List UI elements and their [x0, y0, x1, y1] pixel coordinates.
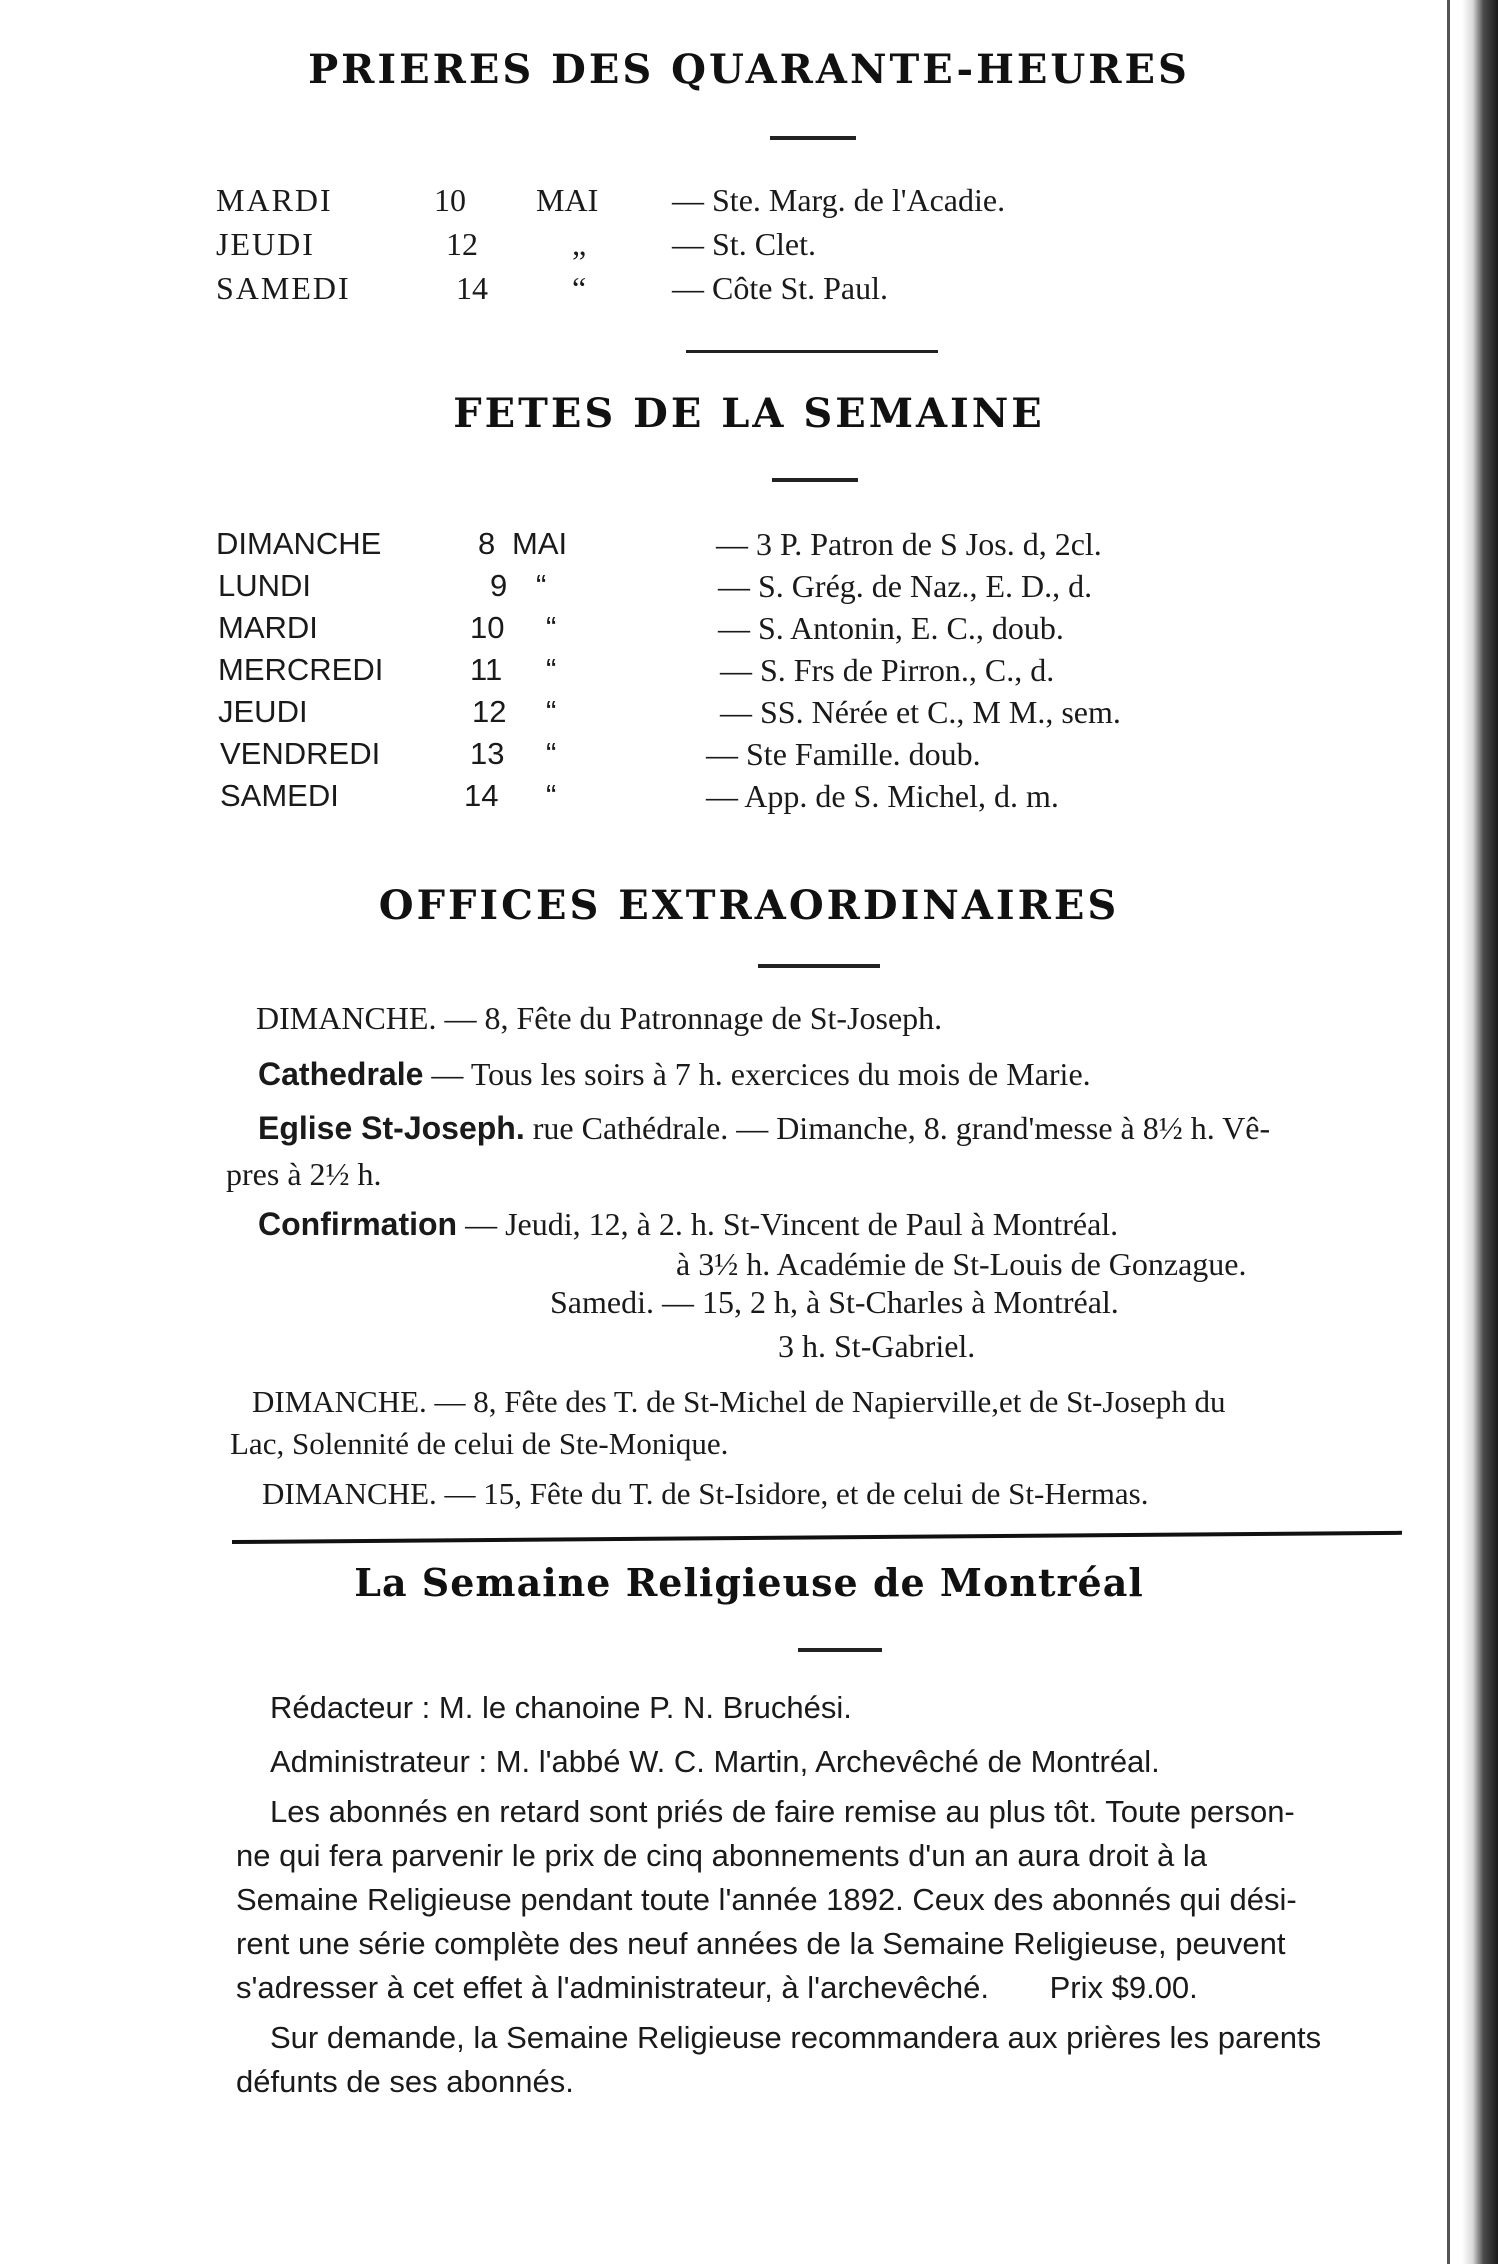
date: 10	[470, 610, 505, 645]
day: JEUDI	[216, 226, 315, 262]
month: “	[546, 778, 557, 813]
price: Prix $9.00.	[1049, 1970, 1198, 2005]
label: Rédacteur :	[270, 1690, 431, 1725]
place: — St. Clet.	[672, 226, 817, 262]
desc: — S. Antonin, E. C., doub.	[718, 610, 1064, 646]
day: LUNDI	[218, 568, 312, 603]
month: “	[546, 610, 557, 645]
day: DIMANCHE	[216, 526, 382, 561]
date: 12	[472, 694, 507, 729]
abonnes-line-4: rent une série complète des neuf années de la Semaine Religieuse, peuvent	[236, 1926, 1286, 1961]
fete-row	[0, 694, 1498, 738]
title-rule	[770, 136, 856, 140]
day: VENDREDI	[220, 736, 381, 771]
date: 9	[490, 568, 508, 603]
abonnes-line-2: ne qui fera parvenir le prix de cinq abonnements d'un an aura droit à la	[236, 1838, 1207, 1873]
offices-eglise-cont: pres à 2½ h.	[226, 1156, 382, 1192]
label: Confirmation	[258, 1206, 458, 1242]
demande-line-1: Sur demande, la Semaine Religieuse recommandera aux prières les parents	[270, 2020, 1322, 2055]
date: 8	[478, 526, 496, 561]
fete-row	[0, 736, 1498, 780]
day: MERCREDI	[218, 652, 384, 687]
offices-title: OFFICES EXTRAORDINAIRES	[378, 882, 1120, 929]
offices-eglise	[258, 1110, 1270, 1147]
section-divider-thick	[232, 1531, 1402, 1544]
month: “	[536, 568, 547, 603]
quarante-row	[0, 270, 1498, 314]
page-edge-shadow	[1462, 0, 1498, 2264]
date: 11	[470, 652, 503, 687]
offices-dim8-line2: Lac, Solennité de celui de Ste-Monique.	[230, 1426, 729, 1461]
day: SAMEDI	[220, 778, 339, 813]
title-rule	[758, 964, 880, 968]
confirmation-line-2: à 3½ h. Académie de St-Louis de Gonzague.	[676, 1246, 1247, 1282]
offices-cathedrale	[258, 1056, 1091, 1093]
page-edge-line	[1447, 0, 1450, 2264]
fete-row	[0, 526, 1498, 570]
fete-row	[0, 778, 1498, 822]
offices-dim8-line1: DIMANCHE. — 8, Fête des T. de St-Michel de Napierville,et de St-Joseph du	[252, 1384, 1226, 1419]
offices-dim15-line: DIMANCHE. — 15, Fête du T. de St-Isidore, et de celui de St-Hermas.	[262, 1476, 1149, 1511]
label: DIMANCHE.	[256, 1000, 437, 1036]
date: 10	[434, 182, 466, 218]
value: M. le chanoine P. N. Bruchési.	[438, 1690, 852, 1725]
fete-row	[0, 652, 1498, 696]
demande-line-2: défunts de ses abonnés.	[236, 2064, 574, 2099]
place: — Ste. Marg. de l'Acadie.	[672, 182, 1006, 218]
day: MARDI	[216, 182, 333, 218]
place: — Côte St. Paul.	[672, 270, 889, 306]
desc: — SS. Nérée et C., M M., sem.	[720, 694, 1121, 730]
label: Cathedrale	[258, 1056, 424, 1092]
month: “	[572, 270, 587, 306]
month: MAI	[536, 182, 599, 218]
offices-dimanche-8	[256, 1000, 942, 1037]
date: 12	[446, 226, 478, 262]
administrateur-line	[270, 1744, 1160, 1780]
quarante-row	[0, 182, 1498, 226]
fetes-title: FETES DE LA SEMAINE	[453, 390, 1045, 437]
value: M. l'abbé W. C. Martin, Archevêché de Montréal.	[495, 1744, 1160, 1779]
quarante-row	[0, 226, 1498, 270]
month: “	[546, 694, 557, 729]
confirmation-line-3: Samedi. — 15, 2 h, à St-Charles à Montréal.	[550, 1284, 1119, 1320]
label: Eglise St-Joseph.	[258, 1110, 525, 1146]
month: MAI	[512, 526, 568, 561]
desc: — S. Grég. de Naz., E. D., d.	[718, 568, 1093, 604]
text: — Tous les soirs à 7 h. exercices du mois de Marie.	[431, 1056, 1091, 1092]
text: — Jeudi, 12, à 2. h. St-Vincent de Paul à Montréal.	[465, 1206, 1119, 1242]
offices-confirmation	[258, 1206, 1118, 1243]
desc: — 3 P. Patron de S Jos. d, 2cl.	[716, 526, 1102, 562]
day: JEUDI	[218, 694, 308, 729]
title-rule	[798, 1648, 882, 1652]
confirmation-line-4: 3 h. St-Gabriel.	[778, 1328, 976, 1364]
abonnes-line-5	[236, 1970, 1198, 2006]
title-rule	[772, 478, 858, 482]
desc: — Ste Famille. doub.	[706, 736, 981, 772]
month: “	[546, 736, 557, 771]
month: „	[572, 226, 587, 262]
fete-row	[0, 610, 1498, 654]
text: s'adresser à cet effet à l'administrateur, à l'archevêché.	[236, 1970, 989, 2005]
label: Administrateur :	[270, 1744, 488, 1779]
text: rue Cathédrale. — Dimanche, 8. grand'messe à 8½ h. Vê-	[532, 1110, 1271, 1146]
text: — 8, Fête du Patronnage de St-Joseph.	[444, 1000, 943, 1036]
desc: — S. Frs de Pirron., C., d.	[720, 652, 1055, 688]
abonnes-line-1: Les abonnés en retard sont priés de faire remise au plus tôt. Toute person-	[270, 1794, 1295, 1829]
month: “	[546, 652, 557, 687]
date: 13	[470, 736, 505, 771]
abonnes-line-3: Semaine Religieuse pendant toute l'année 1892. Ceux des abonnés qui dési-	[236, 1882, 1297, 1917]
desc: — App. de S. Michel, d. m.	[706, 778, 1059, 814]
date: 14	[464, 778, 499, 813]
quarante-heures-title: PRIERES DES QUARANTE-HEURES	[308, 46, 1190, 93]
date: 14	[456, 270, 488, 306]
section-divider	[686, 350, 938, 353]
redacteur-line	[270, 1690, 852, 1726]
day: MARDI	[218, 610, 318, 645]
semaine-title: La Semaine Religieuse de Montréal	[354, 1560, 1144, 1605]
day: SAMEDI	[216, 270, 351, 306]
fete-row	[0, 568, 1498, 612]
